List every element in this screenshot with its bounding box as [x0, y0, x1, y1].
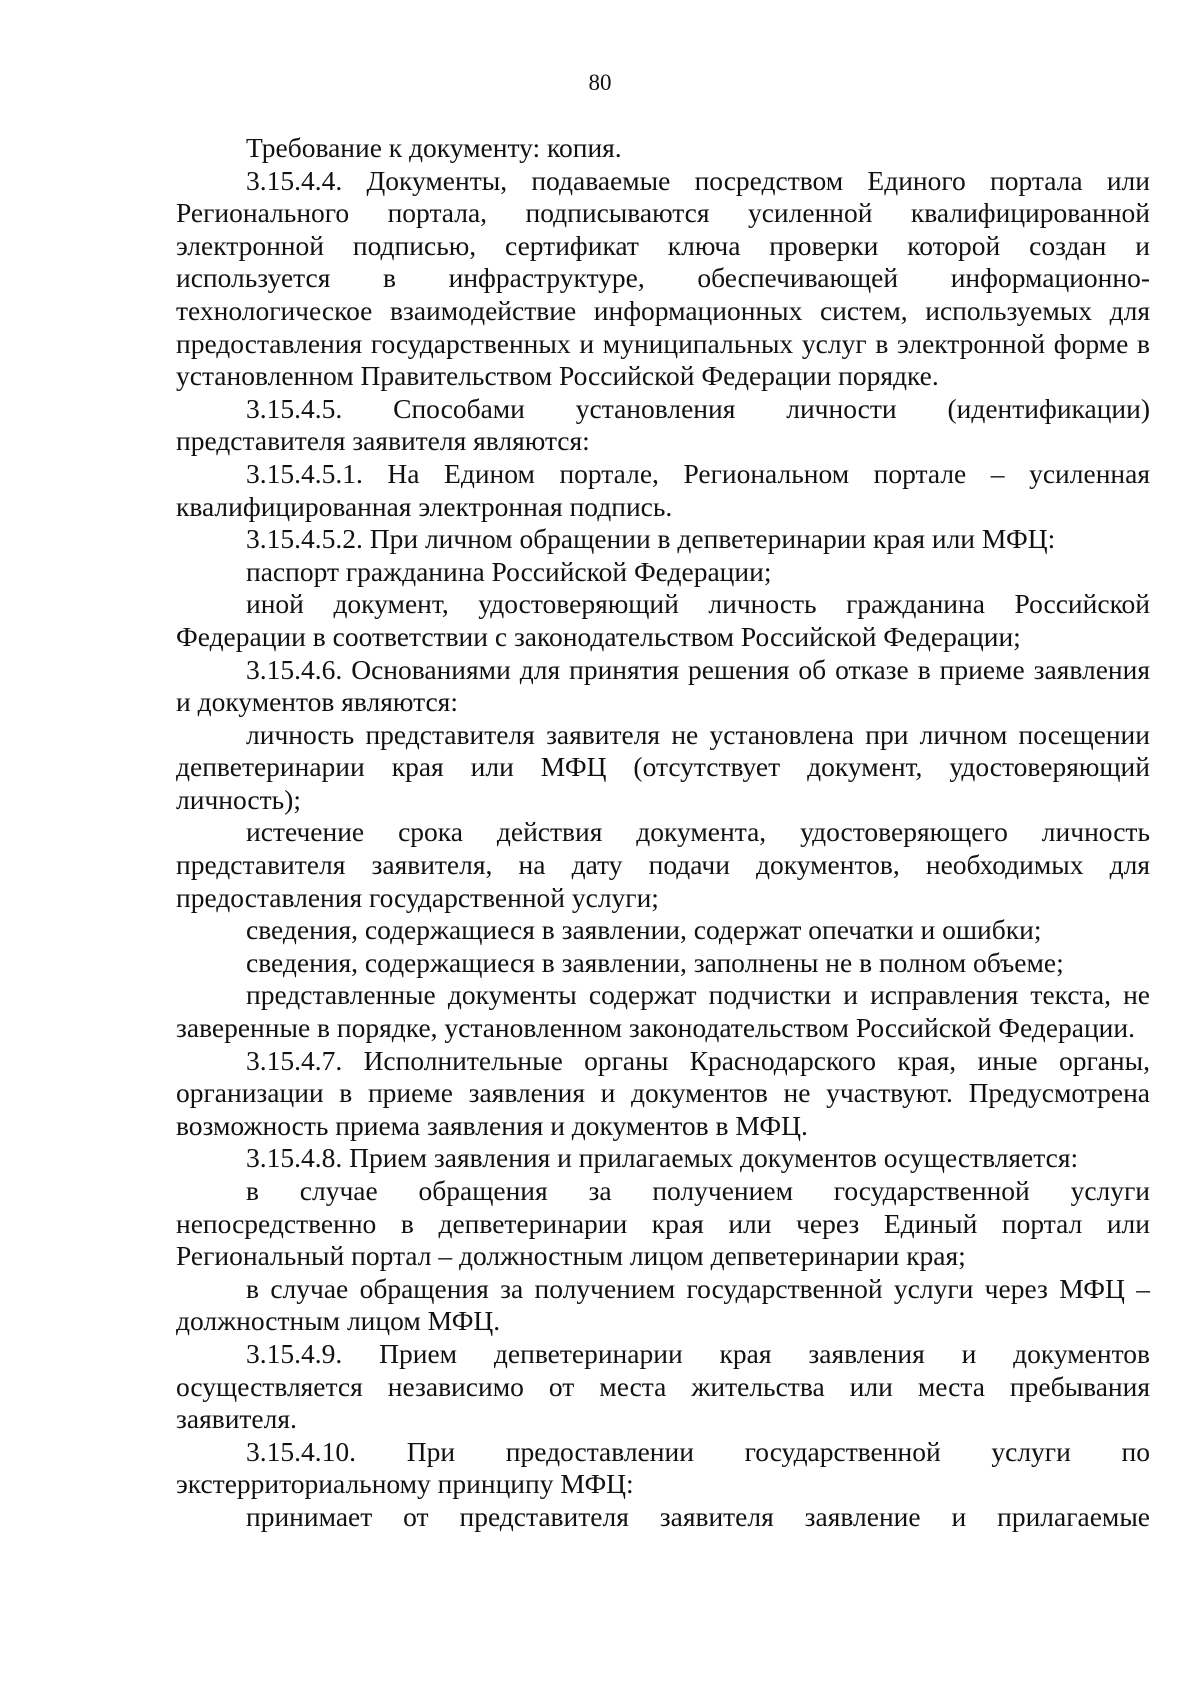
paragraph: сведения, содержащиеся в заявлении, заполнены не в полном объеме; — [246, 946, 1064, 978]
paragraph: представленные документы содержат подчистки и исправления текста, не заверенные в порядке, установленном законодательством Российской Федерации. — [176, 979, 1150, 1044]
paragraph: сведения, содержащиеся в заявлении, содержат опечатки и ошибки; — [246, 914, 1042, 946]
paragraph: иной документ, удостоверяющий личность гражданина Российской Федерации в соответствии с законодательством Российской Федерации; — [176, 588, 1150, 652]
paragraph: 3.15.4.5. Способами установления личности (идентификации) представителя заявителя являются: — [176, 392, 1150, 457]
paragraph: 3.15.4.10. При предоставлении государственной услуги по экстерриториальному принципу МФЦ: — [176, 1435, 1150, 1500]
paragraph: Требование к документу: копия. — [246, 132, 622, 163]
paragraph: истечение срока действия документа, удостоверяющего личность представителя заявителя, на дату подачи документов, необходимых для предоставления государственной услуги; — [176, 816, 1150, 913]
paragraph: в случае обращения за получением государственной услуги непосредственно в депветеринарии края или через Единый портал или Региональный портал – должностным лицом депветеринарии края; — [176, 1175, 1150, 1272]
paragraph: 3.15.4.4. Документы, подаваемые посредством Единого портала или Регионального портала, подписываются усиленной квалифицированной электронной подписью, сертификат ключа проверки которой создан и используется в инфраструктуре, обеспечивающей информационно-технологическое взаимодействие информационных систем, используемых для предоставления государственных и муниципальных услуг в электронной форме в установленном Правительством Российской Федерации порядке. — [176, 164, 1150, 392]
paragraph: личность представителя заявителя не установлена при личном посещении депветеринарии края или МФЦ (отсутствует документ, удостоверяющий личность); — [176, 718, 1150, 815]
paragraph: 3.15.4.5.2. При личном обращении в депветеринарии края или МФЦ: — [246, 523, 1056, 555]
paragraph: в случае обращения за получением государственной услуги через МФЦ – должностным лицом МФЦ. — [176, 1272, 1150, 1337]
paragraph: 3.15.4.9. Прием депветеринарии края заявления и документов осуществляется независимо от места жительства или места пребывания заявителя. — [176, 1337, 1150, 1435]
paragraph: 3.15.4.8. Прием заявления и прилагаемых документов осуществляется: — [246, 1142, 1079, 1174]
paragraph: принимает от представителя заявителя заявление и прилагаемые — [246, 1500, 1150, 1532]
paragraph: паспорт гражданина Российской Федерации; — [246, 555, 772, 587]
page-number: 80 — [588, 70, 612, 95]
paragraph: 3.15.4.7. Исполнительные органы Краснодарского края, иные органы, организации в приеме заявления и документов не участвуют. Предусмотрена возможность приема заявления и документов в МФЦ. — [176, 1044, 1150, 1141]
paragraph: 3.15.4.6. Основаниями для принятия решения об отказе в приеме заявления и документов являются: — [176, 653, 1150, 718]
document-body — [176, 132, 1150, 1534]
paragraph: 3.15.4.5.1. На Едином портале, Региональном портале – усиленная квалифицированная электронная подпись. — [176, 457, 1150, 522]
